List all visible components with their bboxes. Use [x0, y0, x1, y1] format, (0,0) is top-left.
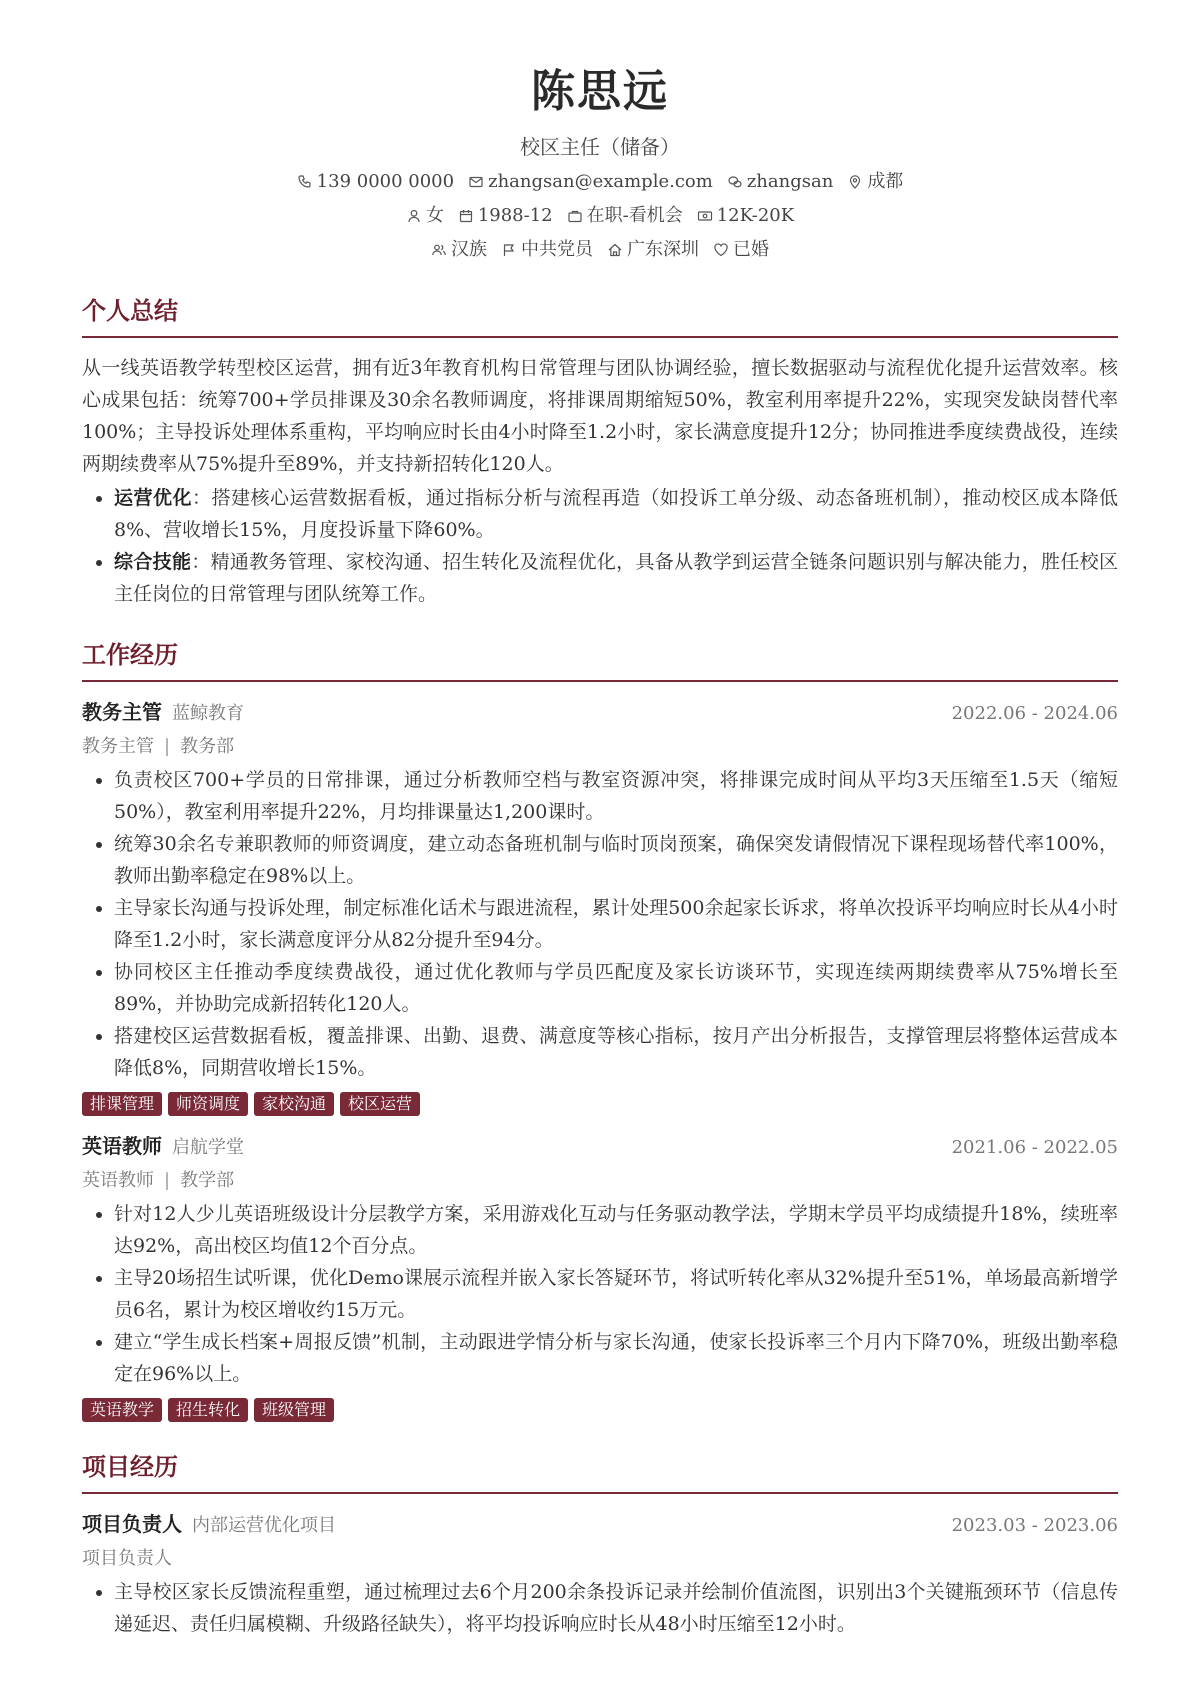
summary-paragraph: 从一线英语教学转型校区运营，拥有近3年教育机构日常管理与团队协调经验，擅长数据驱动与流程优化提升运营效率。核心成果包括：统筹700+学员排课及30余名教师调度，将排课周期缩短50%，教室利用率提升22%，实现突发缺岗替代率100%；主导投诉处理体系重构，平均响应时长由4小时降至1.2小时，家长满意度提升12分；协同推进季度续费战役，连续两期续费率从75%提升至89%，并支持新招转化120人。: [82, 357, 1118, 475]
group-icon: [431, 242, 447, 258]
summary-bullet: [114, 546, 1118, 610]
basic-info-line: [82, 202, 1118, 230]
skill-tags: [82, 1092, 1118, 1116]
skill-tag: 校区运营: [340, 1092, 420, 1116]
gender-text: 女: [425, 205, 444, 226]
section-title-projects: 项目经历: [82, 1450, 1118, 1494]
entry-bullet: • 针对12人少儿英语班级设计分层教学方案，采用游戏化互动与任务驱动教学法，学期末学员平均成绩提升18%，续班率达92%，高出校区均值12个百分点。: [114, 1198, 1118, 1262]
info-political: [501, 236, 593, 264]
bullet-label: 综合技能: [114, 551, 192, 573]
heart-icon: [713, 242, 729, 258]
entry-bullet: • 统筹30余名专兼职教师的师资调度，建立动态备班机制与临时顶岗预案，确保突发请假情况下课程现场替代率100%，教师出勤率稳定在98%以上。: [114, 828, 1118, 892]
political-text: 中共党员: [521, 239, 593, 260]
entry-role-org: [82, 1508, 336, 1542]
entry-bullet: • 协同校区主任推动季度续费战役，通过优化教师与学员匹配度及家长访谈环节，实现连续两期续费率从75%增长至89%，并协助完成新招转化120人。: [114, 956, 1118, 1020]
entry-role: 教务主管: [82, 700, 162, 724]
entry-org: 启航学堂: [172, 1137, 244, 1158]
mail-icon: [468, 174, 484, 190]
candidate-name: 陈思远: [531, 66, 669, 117]
entry-bullet: • 主导家长沟通与投诉处理，制定标准化话术与跟进流程，累计处理500余起家长诉求，将单次投诉平均响应时长从4小时降至1.2小时，家长满意度评分从82分提升至94分。: [114, 892, 1118, 956]
bullet-separator: ：: [191, 551, 211, 573]
entry-subtitle: [82, 1544, 1118, 1574]
contact-location: [847, 168, 903, 196]
summary-bullet: [114, 482, 1118, 546]
email-text: zhangsan@example.com: [488, 171, 713, 192]
bullet-text: 精通教务管理、家校沟通、招生转化及流程优化，具备从教学到运营全链条问题识别与解决能力，胜任校区主任岗位的日常管理与团队统筹工作。: [114, 551, 1118, 605]
entry-position: 英语教师: [82, 1170, 154, 1191]
entry-role: 英语教师: [82, 1134, 162, 1158]
skill-tag: 排课管理: [82, 1092, 162, 1116]
ethnicity-text: 汉族: [451, 239, 487, 260]
bullet-separator: ：: [192, 487, 212, 509]
target-position: 校区主任（储备）: [520, 135, 680, 159]
briefcase-icon: [567, 208, 583, 224]
subtitle-separator: |: [164, 1170, 171, 1191]
contact-wechat[interactable]: [727, 168, 833, 196]
marital-text: 已婚: [733, 239, 769, 260]
info-salary: [697, 202, 794, 230]
section-title-summary: 个人总结: [82, 294, 1118, 338]
info-birth: [458, 202, 553, 230]
contact-email[interactable]: [468, 168, 713, 196]
entry-header: [82, 696, 1118, 730]
entry-position: 教务主管: [82, 736, 154, 757]
hometown-text: 广东深圳: [627, 239, 699, 260]
entry-org: 蓝鲸教育: [172, 703, 244, 724]
bullet-text: 搭建核心运营数据看板，通过指标分析与流程再造（如投诉工单分级、动态备班机制），推动校区成本降低8%、营收增长15%，月度投诉量下降60%。: [114, 487, 1118, 541]
entry-subtitle: [82, 732, 1118, 762]
entry-bullet: • 主导20场招生试听课，优化Demo课展示流程并嵌入家长答疑环节，将试听转化率从32%提升至51%，单场最高新增学员6名，累计为校区增收约15万元。: [114, 1262, 1118, 1326]
extra-info-line: [82, 236, 1118, 264]
skill-tag: 班级管理: [254, 1398, 334, 1422]
entry-org: 内部运营优化项目: [192, 1515, 336, 1536]
info-status: [567, 202, 683, 230]
work-entry: [82, 696, 1118, 1116]
skill-tag: 师资调度: [168, 1092, 248, 1116]
wechat-icon: [727, 174, 743, 190]
entry-date: 2023.03 - 2023.06: [951, 1515, 1118, 1536]
birth-text: 1988-12: [477, 205, 553, 226]
entry-bullets: [82, 1576, 1118, 1640]
entry-department: 教务部: [180, 736, 235, 757]
wechat-text: zhangsan: [746, 171, 834, 192]
skill-tag: 招生转化: [168, 1398, 248, 1422]
entry-role-org: [82, 1130, 244, 1164]
phone-text: 139 0000 0000: [316, 171, 455, 192]
info-hometown: [607, 236, 699, 264]
flag-icon: [501, 242, 517, 258]
skill-tag: 英语教学: [82, 1398, 162, 1422]
entry-role-org: [82, 696, 244, 730]
money-icon: [697, 208, 713, 224]
location-text: 成都: [867, 171, 904, 192]
contact-phone[interactable]: [297, 168, 454, 196]
info-ethnicity: [431, 236, 487, 264]
calendar-icon: [458, 208, 474, 224]
project-entry: [82, 1508, 1118, 1640]
entry-date: 2021.06 - 2022.05: [951, 1137, 1118, 1158]
entry-bullets: [82, 1198, 1118, 1390]
info-gender: [406, 202, 444, 230]
entry-subtitle: [82, 1166, 1118, 1196]
entry-header: [82, 1508, 1118, 1542]
entry-header: [82, 1130, 1118, 1164]
work-entry: [82, 1130, 1118, 1422]
status-text: 在职-看机会: [586, 205, 683, 226]
section-title-work: 工作经历: [82, 638, 1118, 682]
location-pin-icon: [847, 174, 863, 190]
entry-position: 项目负责人: [82, 1548, 172, 1569]
entry-date: 2022.06 - 2024.06: [951, 703, 1118, 724]
skill-tags: [82, 1398, 1118, 1422]
bullet-label: 运营优化: [114, 487, 192, 509]
person-icon: [406, 208, 422, 224]
summary-bullets: [82, 482, 1118, 610]
phone-icon: [297, 174, 313, 190]
contact-line: [82, 168, 1118, 196]
salary-text: 12K-20K: [716, 205, 795, 226]
entry-bullet: • 搭建校区运营数据看板，覆盖排课、出勤、退费、满意度等核心指标，按月产出分析报告，支撑管理层将整体运营成本降低8%，同期营收增长15%。: [114, 1020, 1118, 1084]
entry-bullet: • 建立“学生成长档案+周报反馈”机制，主动跟进学情分析与家长沟通，使家长投诉率三个月内下降70%，班级出勤率稳定在96%以上。: [114, 1326, 1118, 1390]
skill-tag: 家校沟通: [254, 1092, 334, 1116]
entry-role: 项目负责人: [82, 1512, 182, 1536]
entry-bullet: • 负责校区700+学员的日常排课，通过分析教师空档与教室资源冲突，将排课完成时间从平均3天压缩至1.5天（缩短50%），教室利用率提升22%，月均排课量达1,200课时。: [114, 764, 1118, 828]
home-icon: [607, 242, 623, 258]
entry-bullets: [82, 764, 1118, 1084]
entry-bullet: • 主导校区家长反馈流程重塑，通过梳理过去6个月200余条投诉记录并绘制价值流图，识别出3个关键瓶颈环节（信息传递延迟、责任归属模糊、升级路径缺失），将平均投诉响应时长从48小时压缩至12小时。: [114, 1576, 1118, 1640]
subtitle-separator: |: [164, 736, 171, 757]
info-marital: [713, 236, 769, 264]
entry-department: 教学部: [180, 1170, 235, 1191]
